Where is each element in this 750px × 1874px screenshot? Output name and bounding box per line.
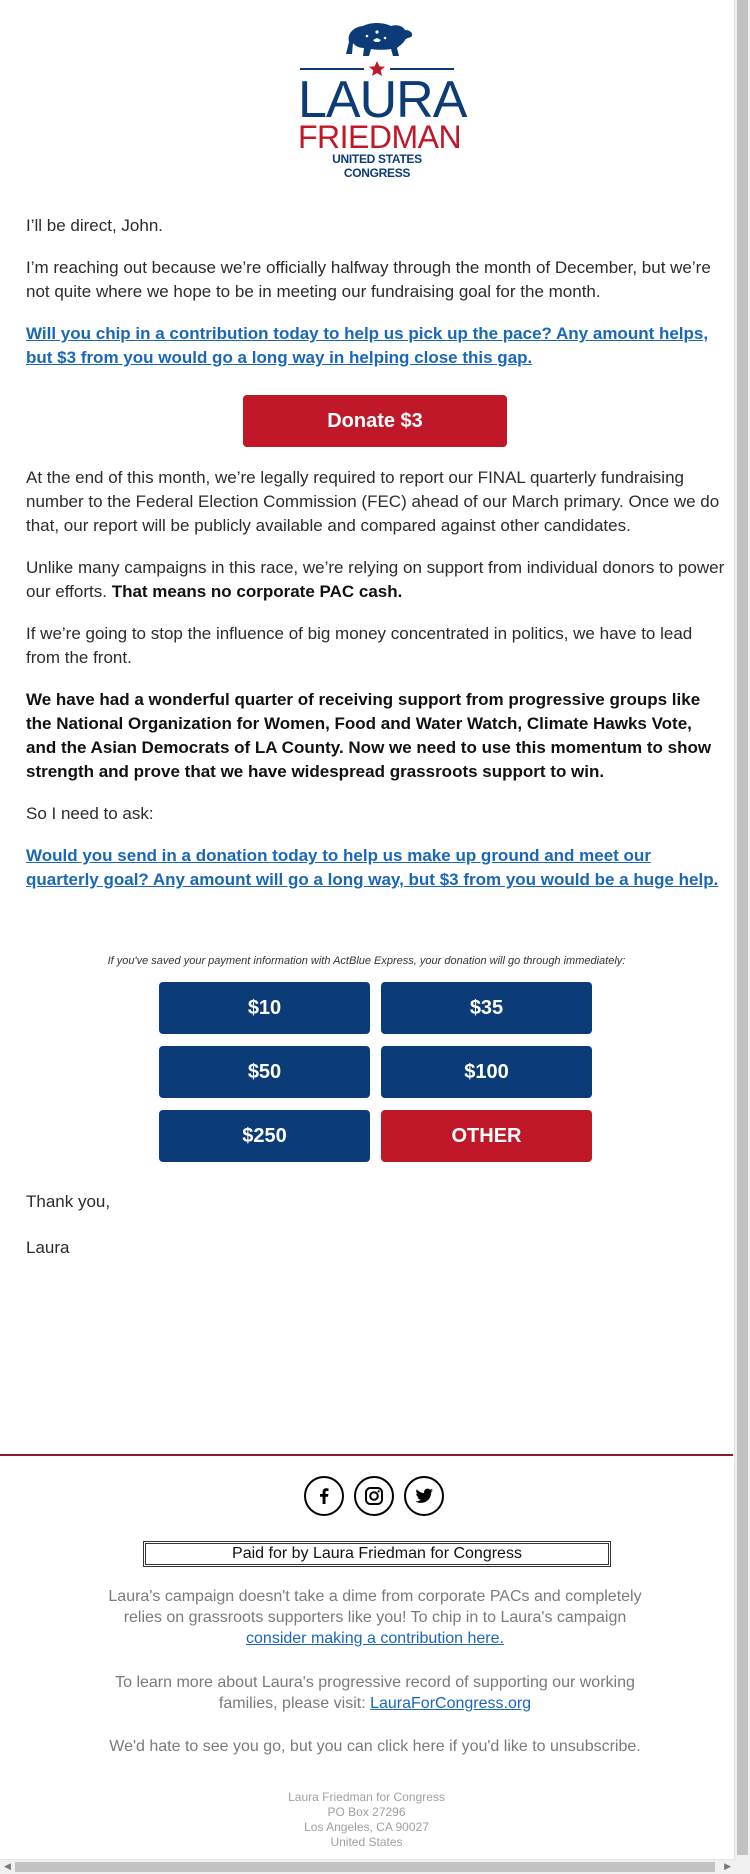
big-money-paragraph: If we’re going to stop the influence of big money concentrated in politics, we have to lead from the front.	[26, 624, 693, 667]
vertical-scrollbar[interactable]	[734, 0, 750, 1874]
signature: Laura	[26, 1238, 70, 1257]
actblue-express-note: If you've saved your payment information with ActBlue Express, your donation will go through immediately:	[107, 955, 626, 967]
pac-note	[95, 1586, 655, 1649]
unsubscribe-link[interactable]: We'd hate to see you go, but you can click here if you'd like to unsubscribe.	[109, 1738, 641, 1755]
signoff	[26, 1190, 110, 1282]
contribution-link-1[interactable]: Will you chip in a contribution today to help us pick up the pace? Any amount helps, but $3 from you would go a long way in helping close this gap.	[26, 324, 709, 367]
quarter-paragraph: We have had a wonderful quarter of receiving support from progressive groups like the National Organization for Women, Food and Water Watch, Climate Hawks Vote, and the Asian Democrats of LA County. Now we need to use this momentum to show strength and prove that we have widespread grassroots support to win.	[26, 690, 712, 781]
email-body-top	[26, 214, 726, 388]
footer-divider	[0, 1454, 733, 1456]
contribution-footer-link[interactable]: consider making a contribution here.	[246, 1630, 504, 1647]
no-pac-text: That means no corporate PAC cash.	[111, 582, 403, 601]
social-links	[304, 1476, 448, 1518]
learn-more-text: To learn more about Laura's progressive record of supporting our working families, please visit:	[115, 1674, 635, 1712]
paid-for-disclaimer: Paid for by Laura Friedman for Congress	[143, 1541, 611, 1567]
thank-you: Thank you,	[26, 1192, 111, 1211]
donors-text: Unlike many campaigns in this race, we’re relying on support from individual donors to power our efforts.	[26, 558, 725, 601]
twitter-icon[interactable]	[404, 1476, 444, 1516]
address-city: Los Angeles, CA 90027	[304, 1820, 429, 1834]
fec-paragraph: At the end of this month, we’re legally required to report our FINAL quarterly fundraising number to the Federal Election Commission (FEC) ahead of our March primary. Once we do that, our report will be publicly available and compared against other candidates.	[26, 468, 720, 535]
website-link[interactable]: LauraForCongress.org	[370, 1695, 532, 1712]
logo-first-name: LAURA	[298, 71, 467, 129]
horizontal-scrollbar[interactable]	[0, 1859, 735, 1874]
bear-icon	[337, 18, 417, 60]
scroll-left-arrow-icon[interactable]: ◀	[4, 1861, 11, 1871]
donors-paragraph	[26, 556, 726, 604]
address-org: Laura Friedman for Congress	[288, 1790, 445, 1804]
scroll-right-arrow-icon[interactable]: ▶	[724, 1861, 731, 1871]
address-po: PO Box 27296	[327, 1805, 406, 1819]
logo-subtitle: UNITED STATES CONGRESS	[332, 152, 422, 180]
vertical-scrollbar-thumb[interactable]	[737, 0, 748, 1855]
donate-3-button[interactable]: Donate $3	[243, 395, 507, 447]
donate-50-button[interactable]: $50	[159, 1046, 370, 1098]
horizontal-scrollbar-thumb[interactable]	[15, 1862, 715, 1872]
instagram-icon[interactable]	[354, 1476, 394, 1516]
facebook-icon[interactable]	[304, 1476, 344, 1516]
email-body-middle	[26, 466, 726, 910]
pac-note-text: Laura's campaign doesn't take a dime from corporate PACs and completely relies on grassroots supporters like you! To chip in to Laura's campaign	[108, 1588, 642, 1626]
ask-paragraph: So I need to ask:	[26, 804, 154, 823]
donate-other-button[interactable]: OTHER	[381, 1110, 592, 1162]
campaign-logo	[298, 18, 467, 180]
donate-10-button[interactable]: $10	[159, 982, 370, 1034]
donate-100-button[interactable]: $100	[381, 1046, 592, 1098]
logo-last-name: FRIEDMAN	[298, 119, 462, 155]
intro-paragraph: I’m reaching out because we’re officially halfway through the month of December, but we’re not quite where we hope to be in meeting our fundraising goal for the month.	[26, 258, 711, 301]
donate-35-button[interactable]: $35	[381, 982, 592, 1034]
learn-more-note	[95, 1672, 655, 1714]
donate-250-button[interactable]: $250	[159, 1110, 370, 1162]
address-country: United States	[330, 1835, 403, 1849]
contribution-link-2[interactable]: Would you send in a donation today to help us make up ground and meet our quarterly goal? Any amount will go a long way, but $3 from you would be a huge help.	[26, 846, 719, 889]
mailing-address	[0, 1790, 733, 1850]
greeting: I’ll be direct, John.	[26, 216, 164, 235]
